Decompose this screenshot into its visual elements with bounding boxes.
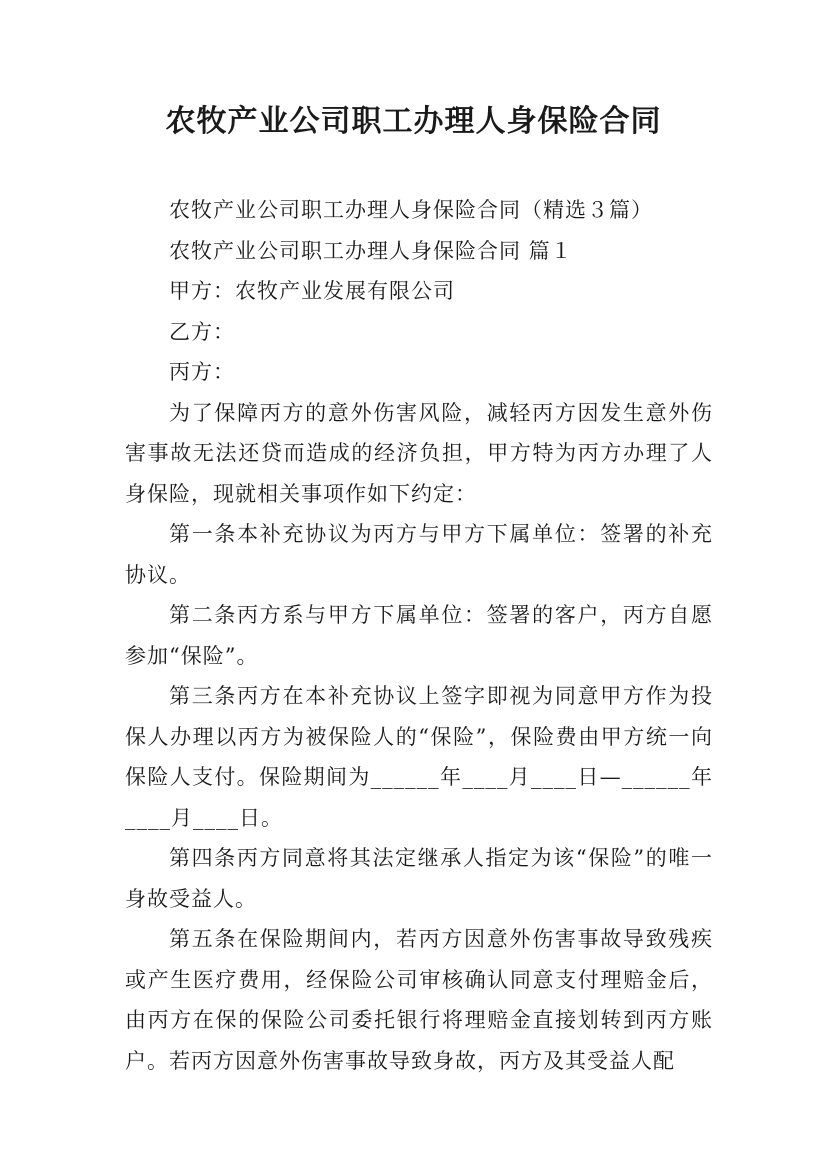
- article-3-paragraph: 第三条丙方在本补充协议上签字即视为同意甲方作为投保人办理以丙方为被保险人的“保险”，保险费由甲方统一向保险人支付。保险期间为______年____月____日—______年____月____日。: [125, 684, 713, 830]
- party-b-line: 乙方：: [169, 319, 235, 344]
- article-1-paragraph: 第一条本补充协议为丙方与甲方下属单位：签署的补充协议。: [125, 522, 713, 587]
- article-5-paragraph: 第五条在保险期间内，若丙方因意外伤害事故导致残疾或产生医疗费用，经保险公司审核确认同意支付理赔金后，由丙方在保的保险公司委托银行将理赔金直接划转到丙方账户。若丙方因意外伤害事故导致身故，丙方及其受益人配: [125, 927, 713, 1073]
- subtitle-paragraph: 农牧产业公司职工办理人身保险合同（精选３篇）: [169, 198, 653, 222]
- document-title: 农牧产业公司职工办理人身保险合同: [165, 104, 662, 139]
- preamble-paragraph: 为了保障丙方的意外伤害风险，减轻丙方因发生意外伤害事故无法还贷而造成的经济负担，甲方特为丙方办理了人身保险，现就相关事项作如下约定：: [125, 400, 713, 506]
- article-2-paragraph: 第二条丙方系与甲方下属单位：签署的客户，丙方自愿参加“保险”。: [125, 603, 713, 668]
- article-4-paragraph: 第四条丙方同意将其法定继承人指定为该“保险”的唯一身故受益人。: [125, 846, 713, 911]
- section-heading: 农牧产业公司职工办理人身保险合同 篇１: [169, 238, 573, 263]
- party-a-line: 甲方：农牧产业发展有限公司: [169, 279, 455, 303]
- party-c-line: 丙方：: [169, 360, 235, 384]
- document-body: [125, 190, 713, 1081]
